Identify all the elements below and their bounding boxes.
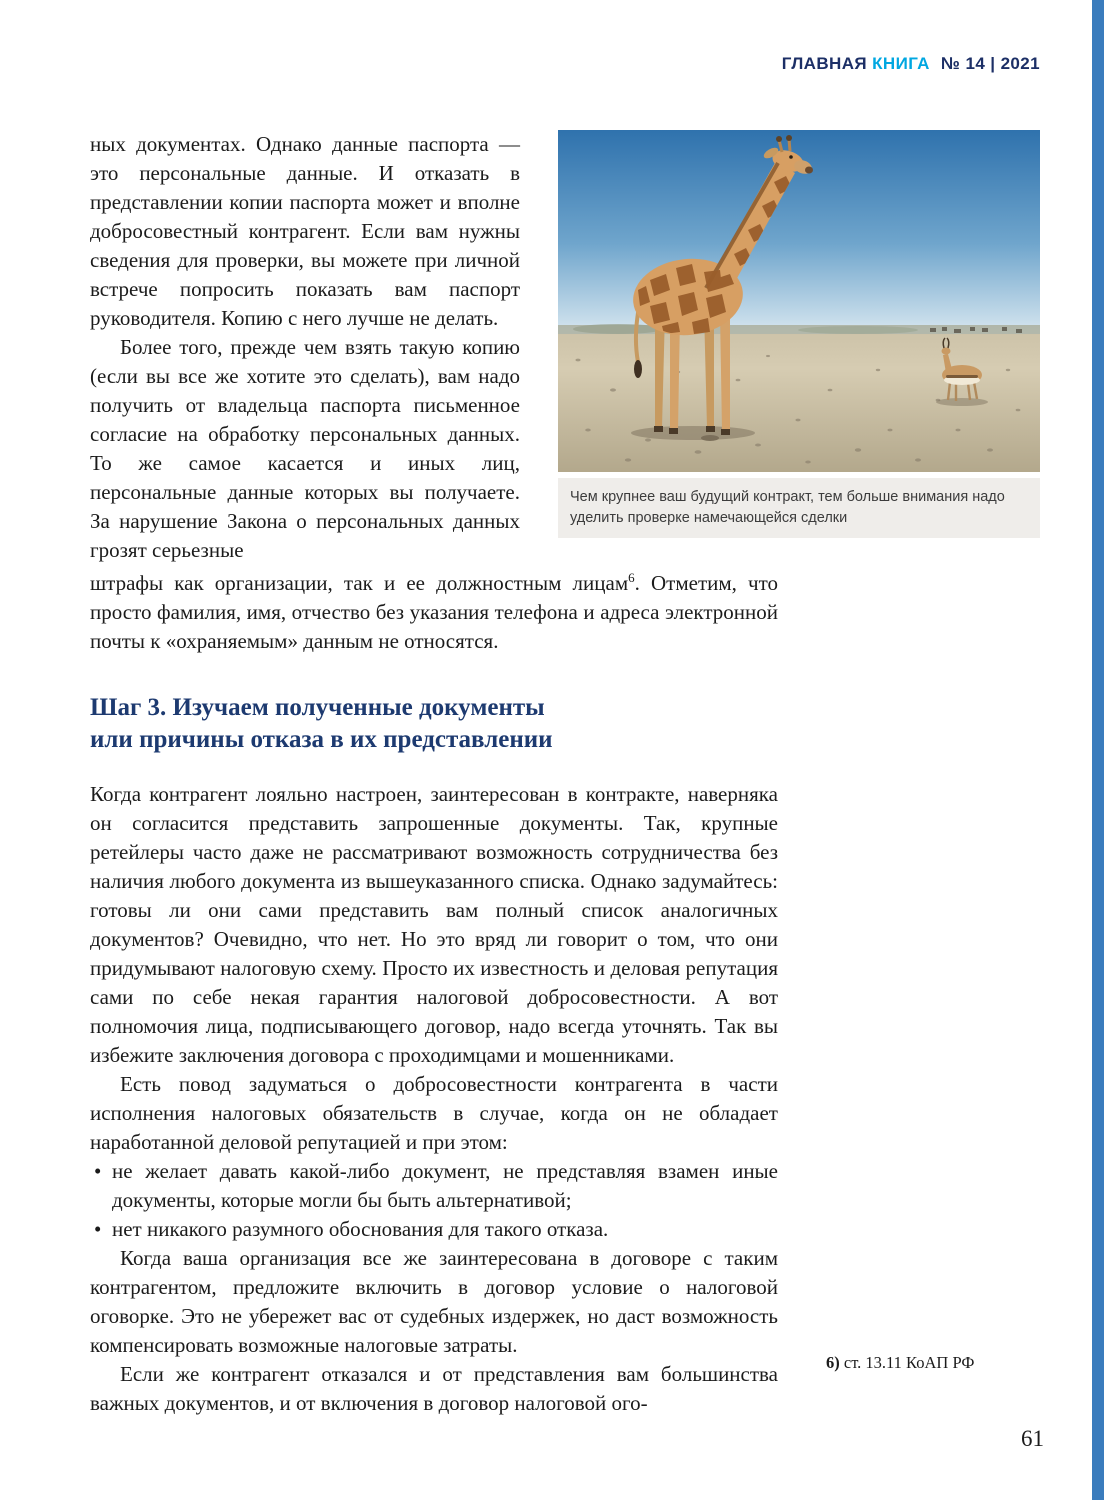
left-text-column bbox=[90, 130, 520, 565]
paragraph-continuation bbox=[90, 569, 778, 656]
paragraph-text: штрафы как организации, так и ее должностным лицам bbox=[90, 571, 629, 595]
magazine-title-main: ГЛАВНАЯ bbox=[781, 54, 868, 73]
section-heading-line2: или причины отказа в их представлении bbox=[90, 726, 553, 753]
lower-text-block bbox=[90, 569, 778, 1418]
page-header bbox=[90, 54, 1040, 74]
article-content bbox=[90, 130, 1042, 1418]
giraffe-photo bbox=[558, 130, 1040, 472]
issue-number: № 14 | 2021 bbox=[940, 54, 1040, 73]
list-item-text: нет никакого разумного обоснования для такого отказа. bbox=[112, 1217, 609, 1241]
bullet-icon: • bbox=[94, 1159, 102, 1183]
magazine-title-accent: КНИГА bbox=[872, 54, 930, 73]
paragraph: Есть повод задуматься о добросовестности контрагента в части исполнения налоговых обязательств в случае, когда он не обладает наработанной деловой репутацией и при этом: bbox=[90, 1072, 778, 1154]
paragraph: Более того, прежде чем взять такую копию (если вы все же хотите это сделать), вам надо получить от владельца паспорта письменное согласие на обработку персональных данных. То же самое касается и иных лиц, персональные данные которых вы получаете. За нарушение Закона о персональных данных грозят серьезные bbox=[90, 335, 520, 562]
paragraph: Когда ваша организация все же заинтересована в договоре с таким контрагентом, предложите включить в договор условие о налоговой оговорке. Это не убережет вас от судебных издержек, но даст возможность компенсировать возможные налоговые затраты. bbox=[90, 1246, 778, 1357]
footnote-text: ст. 13.11 КоАП РФ bbox=[843, 1353, 975, 1372]
photo-caption: Чем крупнее ваш будущий контракт, тем больше внимания надо уделить проверке намечающейся сделки bbox=[558, 478, 1040, 538]
footnote-ref: 6 bbox=[628, 570, 635, 585]
paragraph-text: . Отметим, что просто фамилия, имя, отчество без указания телефона и адреса электронной почты к «охраняемым» данным не относятся. bbox=[90, 571, 778, 653]
paragraph: Когда контрагент лояльно настроен, заинтересован в контракте, наверняка он согласится представить запрошенные документы. Так, крупные ретейлеры часто даже не рассматривают возможность сотрудничества без наличия любого документа из вышеуказанного списка. Однако задумайтесь: готовы ли они сами представить вам полный список аналогичных документов? Очевидно, что нет. Но это вряд ли говорит о том, что они придумывают налоговую схему. Просто их известность и деловая репутация сами по себе некая гарантия налоговой добросовестности. А вот полномочия лица, подписывающего договор, надо всегда уточнять. Так вы избежите заключения договора с проходимцами и мошенниками. bbox=[90, 782, 778, 1067]
list-item-text: не желает давать какой-либо документ, не представляя взамен иные документы, которые могли бы быть альтернативой; bbox=[112, 1159, 778, 1212]
page-number: 61 bbox=[1021, 1426, 1044, 1451]
section-heading-line1: Шаг 3. Изучаем полученные документы bbox=[90, 694, 545, 721]
page-edge-strip bbox=[1092, 0, 1104, 1500]
figure bbox=[558, 130, 1040, 565]
bullet-icon: • bbox=[94, 1217, 102, 1241]
list-item bbox=[90, 1215, 778, 1244]
paragraph: Если же контрагент отказался и от представления вам большинства важных документов, и от включения в договор налоговой ого- bbox=[90, 1362, 778, 1415]
bullet-list bbox=[90, 1157, 778, 1244]
footnote-marker: 6) bbox=[826, 1353, 840, 1372]
section-heading bbox=[90, 692, 778, 756]
list-item bbox=[90, 1157, 778, 1215]
footnote bbox=[826, 1352, 974, 1373]
paragraph: ных документах. Однако данные паспорта — это персональные данные. И отказать в представлении копии паспорта может и вполне добросовестный контрагент. Если вам нужны сведения для проверки, вы можете при личной встрече попросить показать вам паспорт руководителя. Копию с него лучше не делать. bbox=[90, 132, 520, 330]
top-row bbox=[90, 130, 1042, 565]
